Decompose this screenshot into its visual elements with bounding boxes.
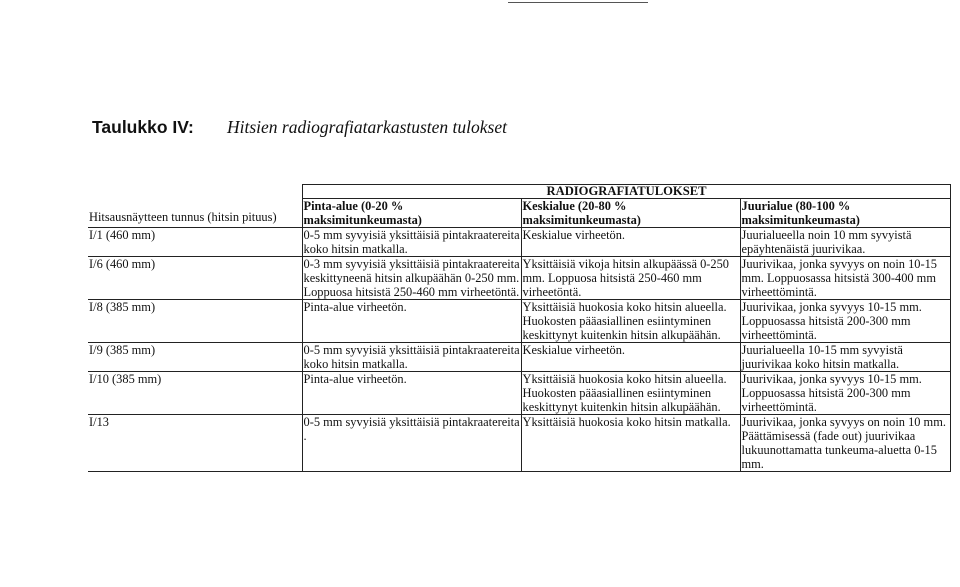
col3-header: Keskialue (20-80 % maksimitunkeumasta) (521, 199, 740, 228)
table-row (88, 415, 950, 472)
row-pinta: 0-3 mm syvyisiä yksittäisiä pintakraatereita keskittyneenä hitsin alkupäähän 0-250 mm. Loppuosa hitsistä 250-460 mm virheetöntä. (303, 257, 520, 299)
row-id: I/8 (385 mm) (88, 300, 302, 343)
row-keski: Keskialue virheetön. (521, 228, 740, 257)
table-caption (92, 117, 507, 138)
results-table (88, 184, 951, 472)
caption-label: Taulukko IV: (92, 117, 194, 137)
row-keski: Yksittäisiä huokosia koko hitsin alueella. Huokosten pääasiallinen esiintyminen keskittynyt kuitenkin hitsin alkupäähän. (521, 300, 740, 343)
table-row (88, 372, 950, 415)
col2-header: Pinta-alue (0-20 % maksimitunkeumasta) (302, 199, 521, 228)
row-juuri: Juurialueella 10-15 mm syvyistä juurivikaa koko hitsin matkalla. (740, 343, 950, 372)
column-header-row (88, 199, 950, 228)
group-header: RADIOGRAFIATULOKSET (302, 185, 950, 199)
row-pinta: Pinta-alue virheetön. (302, 300, 521, 343)
row-juuri: Juurivikaa, jonka syvyys on noin 10-15 mm. Loppuosassa hitsistä 300-400 mm virheettömintä. (740, 257, 950, 300)
table-row (88, 300, 950, 343)
row-keski: Yksittäisiä vikoja hitsin alkupäässä 0-250 mm. Loppuosa hitsistä 250-460 mm virheetöntä. (521, 257, 740, 300)
row-juuri: Juurivikaa, jonka syvyys 10-15 mm. Loppuosassa hitsistä 200-300 mm virheettömintä. (740, 372, 950, 415)
row-id: I/9 (385 mm) (88, 343, 302, 372)
row-pinta: Pinta-alue virheetön. (302, 372, 521, 415)
caption-title: Hitsien radiografiatarkastusten tulokset (227, 117, 507, 137)
row-id: I/10 (385 mm) (88, 372, 302, 415)
row-id: I/13 (88, 415, 302, 472)
row-id: I/1 (460 mm) (88, 228, 302, 257)
row-juuri: Juurialueella noin 10 mm syvyistä epäyhtenäistä juurivikaa. (740, 228, 950, 257)
table-row (88, 228, 950, 257)
row-pinta: 0-5 mm syvyisiä yksittäisiä pintakraatereita . (302, 415, 521, 472)
row-juuri: Juurivikaa, jonka syvyys 10-15 mm. Loppuosassa hitsistä 200-300 mm virheettömintä. (740, 300, 950, 343)
row-keski: Yksittäisiä huokosia koko hitsin alueella. Huokosten pääasiallinen esiintyminen keskittynyt kuitenkin hitsin alkupäähän. (521, 372, 740, 415)
row-keski: Keskialue virheetön. (521, 343, 740, 372)
row-pinta: 0-5 mm syvyisiä yksittäisiä pintakraatereita koko hitsin matkalla. (303, 343, 520, 371)
col1-header: Hitsausnäytteen tunnus (hitsin pituus) (88, 199, 302, 228)
table-row (88, 257, 950, 300)
table-row (88, 343, 950, 372)
row-keski: Yksittäisiä huokosia koko hitsin matkalla. (521, 415, 740, 472)
top-rule (508, 2, 648, 3)
row-juuri: Juurivikaa, jonka syvyys on noin 10 mm. Päättämisessä (fade out) juurivikaa lukuunottamatta tunkeuma-aluetta 0-15 mm. (740, 415, 950, 472)
row-id: I/6 (460 mm) (88, 257, 302, 300)
group-header-row (88, 185, 950, 199)
row-pinta: 0-5 mm syvyisiä yksittäisiä pintakraatereita koko hitsin matkalla. (303, 228, 520, 256)
col4-header: Juurialue (80-100 % maksimitunkeumasta) (740, 199, 950, 228)
